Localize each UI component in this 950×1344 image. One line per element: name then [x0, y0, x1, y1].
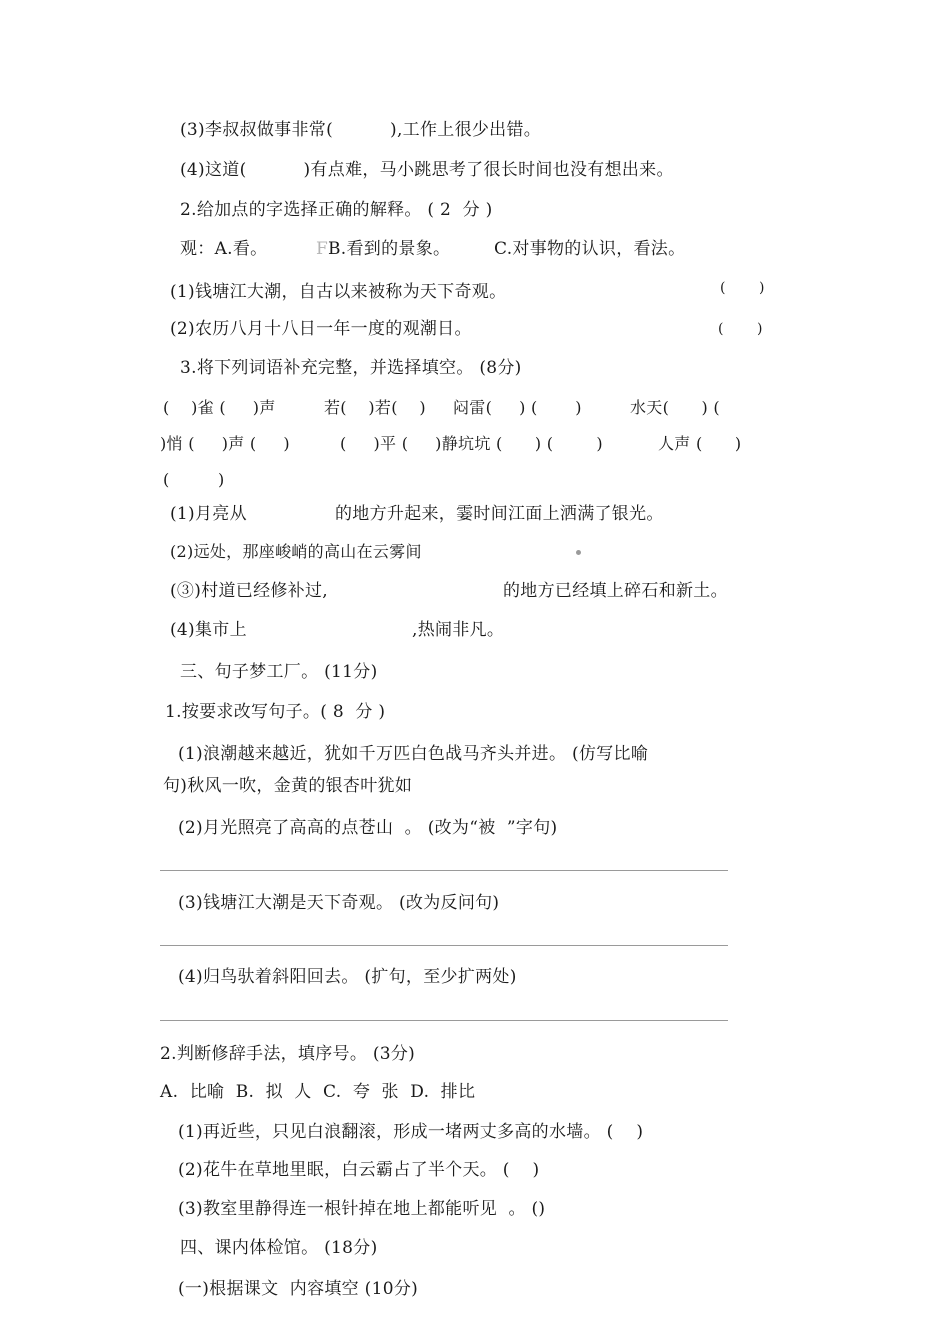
question-3-heading: 3.将下列词语补充完整，并选择填空。 (8分) — [180, 358, 522, 378]
idiom-row-3: ( ) — [163, 470, 225, 489]
idiom-row-2c: 人声 ( ) — [658, 434, 742, 453]
idiom-row-1a: ( )雀 ( )声 — [163, 398, 276, 417]
speck-mark — [576, 550, 581, 555]
question-2-heading: 2.给加点的字选择正确的解释。 ( 2 分 ) — [180, 200, 493, 220]
rewrite-item-4: (4)归鸟驮着斜阳回去。 (扩句，至少扩两处) — [178, 967, 517, 987]
rewrite-item-1: (1)浪潮越来越近，犹如千万匹白色战马齐头并进。 (仿写比喻 — [178, 744, 649, 764]
choose-fill-4a: (4)集市上 — [170, 620, 247, 640]
rewrite-item-1-cont: 句)秋风一吹，金黄的银杏叶犹如 — [163, 776, 413, 796]
guan-option-a: 观：A.看。 — [180, 239, 268, 259]
choose-fill-2: (2)远处，那座峻峭的高山在云雾间 — [170, 542, 422, 561]
answer-line-2 — [160, 945, 728, 946]
stray-mark: F — [316, 239, 329, 259]
choose-fill-3a: (③)村道已经修补过, — [170, 581, 328, 601]
idiom-row-1c: 闷雷( ) ( ) — [453, 398, 582, 417]
section-4-heading: 四、课内体检馆。 (18分) — [180, 1238, 378, 1258]
idiom-row-1d: 水天( ) ( — [630, 398, 720, 417]
section-4-sub-heading: (一)根据课文 内容填空 (10分) — [178, 1279, 419, 1299]
idiom-row-1b: 若( )若( ) — [324, 398, 426, 417]
idiom-row-2a: )悄 ( )声 ( ) — [160, 434, 290, 453]
fill-blank-item-4: (4)这道( )有点难，马小跳思考了很长时间也没有想出来。 — [180, 160, 674, 180]
rhetoric-options: A. 比喻 B. 拟 人 C. 夸 张 D. 排比 — [160, 1082, 476, 1102]
choose-fill-3b: 的地方已经填上碎石和新土。 — [503, 581, 728, 601]
guan-sentence-2: (2)农历八月十八日一年一度的观潮日。 — [170, 319, 472, 339]
answer-line-3 — [160, 1020, 728, 1021]
choose-fill-1a: (1)月亮从 — [170, 504, 247, 524]
guan-option-c: C.对事物的认识，看法。 — [494, 239, 686, 259]
rewrite-heading: 1.按要求改写句子。( 8 分 ) — [165, 702, 386, 722]
guan-option-b: B.看到的景象。 — [328, 239, 451, 259]
rhetoric-item-3: (3)教室里静得连一根针掉在地上都能听见 。 () — [178, 1199, 546, 1219]
answer-parens-2: ( ) — [718, 321, 763, 337]
guan-sentence-1: (1)钱塘江大潮，自古以来被称为天下奇观。 — [170, 282, 507, 302]
answer-parens-1: ( ) — [720, 280, 765, 296]
rewrite-item-3: (3)钱塘江大潮是天下奇观。 (改为反问句) — [178, 893, 500, 913]
rhetoric-heading: 2.判断修辞手法，填序号。 (3分) — [160, 1044, 416, 1064]
fill-blank-item-3: (3)李叔叔做事非常( ),工作上很少出错。 — [180, 120, 542, 140]
section-3-heading: 三、句子梦工厂。 (11分) — [180, 662, 378, 682]
rhetoric-item-2: (2)花牛在草地里眠，白云霸占了半个天。 ( ) — [178, 1160, 540, 1180]
choose-fill-1b: 的地方升起来，霎时间江面上洒满了银光。 — [335, 504, 664, 524]
idiom-row-2b: ( )平 ( )静坑坑 ( ) ( ) — [340, 434, 603, 453]
rewrite-item-2: (2)月光照亮了高高的点苍山 。 (改为“被 ”字句) — [178, 818, 558, 838]
rhetoric-item-1: (1)再近些，只见白浪翻滚，形成一堵两丈多高的水墙。 ( ) — [178, 1122, 644, 1142]
choose-fill-4b: ,热闹非凡。 — [412, 620, 505, 640]
answer-line-1 — [160, 870, 728, 871]
